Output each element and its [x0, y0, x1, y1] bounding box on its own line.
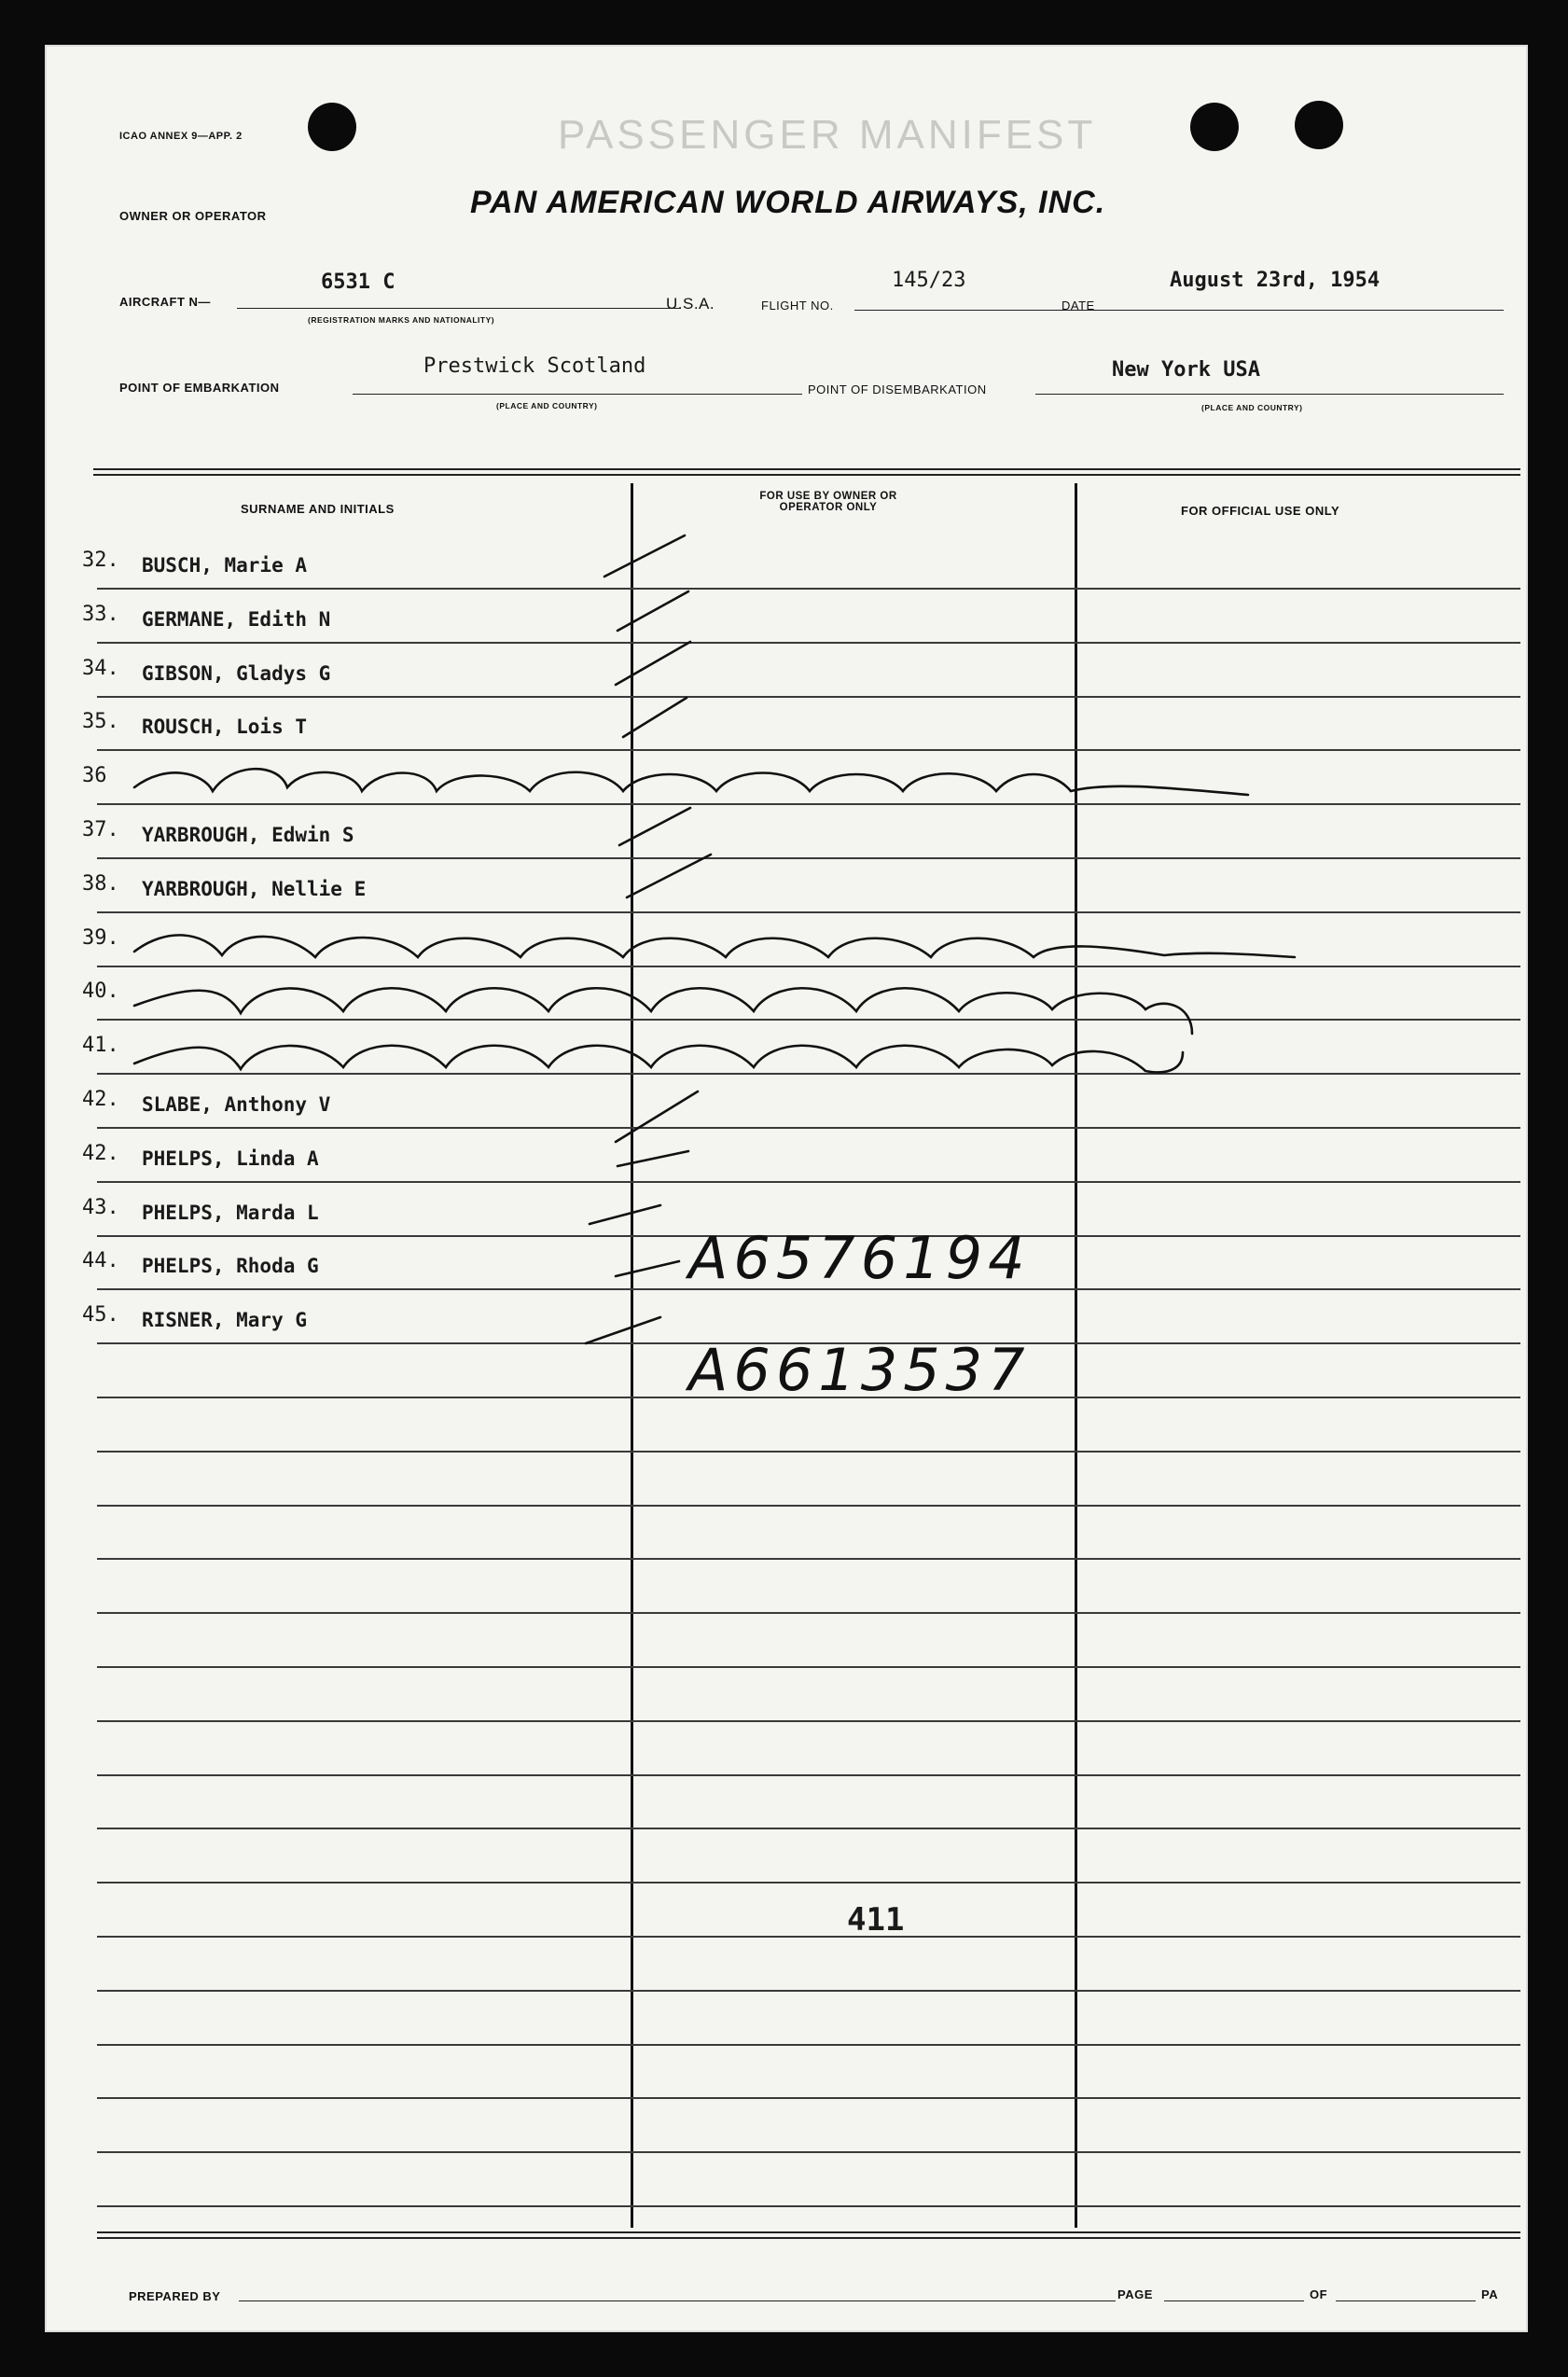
check-mark: [619, 808, 690, 845]
date-label: DATE: [1062, 299, 1095, 313]
flight-value: 145/23: [892, 269, 966, 292]
form-title: PASSENGER MANIFEST: [558, 112, 1097, 158]
check-mark: [627, 855, 711, 897]
check-mark: [586, 1317, 660, 1343]
passenger-number: 36: [82, 764, 107, 787]
passenger-number: 44.: [82, 1249, 119, 1272]
passenger-name: SLABE, Anthony V: [142, 1093, 331, 1116]
passenger-number: 37.: [82, 818, 119, 841]
check-mark: [617, 591, 688, 631]
col-header-surname: SURNAME AND INITIALS: [241, 502, 395, 516]
passenger-number: 45.: [82, 1303, 119, 1327]
passenger-name: GIBSON, Gladys G: [142, 662, 331, 685]
passenger-number: 42.: [82, 1142, 119, 1165]
scribble-strike: [134, 1046, 1183, 1073]
passenger-number: 40.: [82, 980, 119, 1003]
passenger-name: PHELPS, Rhoda G: [142, 1255, 319, 1277]
check-mark: [616, 1091, 698, 1142]
passenger-name: BUSCH, Marie A: [142, 554, 308, 577]
check-mark: [616, 642, 690, 685]
passenger-name: YARBROUGH, Edwin S: [142, 824, 354, 846]
flight-label: FLIGHT NO.: [761, 299, 834, 313]
of-label: OF: [1310, 2287, 1328, 2301]
passenger-number: 35.: [82, 710, 119, 733]
check-mark: [616, 1261, 679, 1276]
pages-label: PA: [1481, 2287, 1499, 2301]
embark-label: POINT OF EMBARKATION: [119, 381, 280, 395]
form-code: ICAO ANNEX 9—APP. 2: [119, 131, 243, 142]
owner-label: OWNER OR OPERATOR: [119, 209, 267, 223]
check-mark: [604, 535, 685, 577]
passenger-number: 41.: [82, 1034, 119, 1057]
passenger-number: 43.: [82, 1196, 119, 1219]
aircraft-value: 6531 C: [321, 271, 395, 294]
owner-value: PAN AMERICAN WORLD AIRWAYS, INC.: [470, 185, 1106, 220]
check-mark: [623, 698, 687, 737]
manifest-sheet: [45, 45, 1528, 2332]
page-number: 411: [847, 1901, 905, 1939]
usa-label: U.S.A.: [666, 295, 715, 313]
aircraft-sub: (REGISTRATION MARKS AND NATIONALITY): [308, 315, 495, 325]
passenger-number: 32.: [82, 549, 119, 572]
passenger-name: PHELPS, Linda A: [142, 1147, 319, 1170]
passenger-number: 34.: [82, 657, 119, 680]
handwritten-note: A6613537: [688, 1336, 1031, 1404]
passenger-number: 33.: [82, 603, 119, 626]
col-header-owner: FOR USE BY OWNER OR OPERATOR ONLY: [759, 491, 897, 513]
disembark-value: New York USA: [1112, 358, 1260, 382]
disembark-sub: (PLACE AND COUNTRY): [1201, 403, 1303, 412]
scribble-strike: [134, 769, 1248, 795]
check-mark: [590, 1205, 660, 1224]
scribble-strike: [134, 988, 1192, 1034]
handwritten-marks: [45, 45, 1528, 2332]
disembark-label: POINT OF DISEMBARKATION: [808, 382, 987, 396]
date-value: August 23rd, 1954: [1170, 269, 1381, 292]
handwritten-note: A6576194: [688, 1224, 1031, 1292]
passenger-number: 38.: [82, 872, 119, 896]
passenger-name: RISNER, Mary G: [142, 1309, 308, 1331]
page-label: PAGE: [1117, 2287, 1153, 2301]
scribble-strike: [134, 935, 1295, 957]
embark-sub: (PLACE AND COUNTRY): [496, 401, 598, 410]
passenger-name: ROUSCH, Lois T: [142, 716, 308, 738]
aircraft-label: AIRCRAFT N—: [119, 295, 211, 309]
check-mark: [617, 1151, 688, 1166]
passenger-name: YARBROUGH, Nellie E: [142, 878, 367, 900]
prepared-by-label: PREPARED BY: [129, 2289, 221, 2303]
passenger-number: 42.: [82, 1088, 119, 1111]
passenger-name: PHELPS, Marda L: [142, 1202, 319, 1224]
col-header-official: FOR OFFICIAL USE ONLY: [1181, 504, 1340, 518]
passenger-name: GERMANE, Edith N: [142, 608, 331, 631]
embark-value: Prestwick Scotland: [423, 354, 646, 378]
passenger-number: 39.: [82, 926, 119, 950]
